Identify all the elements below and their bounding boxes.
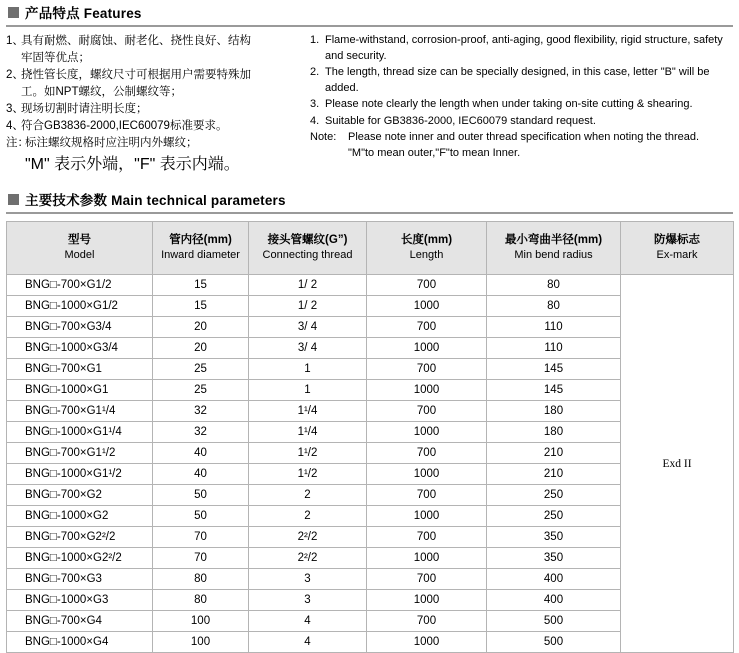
list-item-text: 工。如NPT螺纹，公制螺纹等；	[21, 86, 182, 98]
cell-inward-diameter: 32	[153, 401, 249, 422]
column-header-cn: 接头管螺纹(G”)	[267, 234, 348, 246]
cell-model: BNG□-1000×G1/2	[7, 296, 153, 317]
cell-model: BNG□-700×G2	[7, 485, 153, 506]
cell-length: 1000	[367, 464, 487, 485]
column-header-min-bend-radius	[487, 222, 621, 275]
cell-inward-diameter: 40	[153, 443, 249, 464]
cell-connecting-thread: 3/ 4	[249, 338, 367, 359]
cell-min-bend-radius: 500	[487, 611, 621, 632]
list-item-number: 1、	[6, 35, 24, 47]
cell-length: 700	[367, 611, 487, 632]
english-note	[310, 130, 733, 146]
list-item-text: Flame-withstand, corrosion-proof, anti-aging, good flexibility, rigid structure, safety and security.	[325, 34, 723, 62]
cell-inward-diameter: 32	[153, 422, 249, 443]
column-header-en: Model	[64, 249, 95, 261]
cell-length: 1000	[367, 590, 487, 611]
list-item	[6, 67, 296, 83]
list-item-number: 4、	[6, 120, 24, 132]
cell-inward-diameter: 80	[153, 590, 249, 611]
cell-min-bend-radius: 180	[487, 422, 621, 443]
table-row	[7, 275, 734, 296]
cell-min-bend-radius: 80	[487, 296, 621, 317]
cell-model: BNG□-700×G3/4	[7, 317, 153, 338]
cell-model: BNG□-700×G3	[7, 569, 153, 590]
cell-model: BNG□-700×G1	[7, 359, 153, 380]
cell-length: 700	[367, 317, 487, 338]
cell-min-bend-radius: 400	[487, 569, 621, 590]
cell-model: BNG□-1000×G1¹/2	[7, 464, 153, 485]
column-header-length	[367, 222, 487, 275]
list-item-number: 3.	[310, 98, 320, 110]
cell-inward-diameter: 100	[153, 632, 249, 653]
cell-model: BNG□-1000×G1¹/4	[7, 422, 153, 443]
list-item-number	[6, 50, 21, 66]
cell-connecting-thread: 1¹/4	[249, 401, 367, 422]
list-item	[6, 50, 296, 66]
cell-inward-diameter: 15	[153, 296, 249, 317]
square-bullet-icon	[8, 194, 19, 205]
cell-inward-diameter: 25	[153, 359, 249, 380]
cell-inward-diameter: 40	[153, 464, 249, 485]
list-item-text: The length, thread size can be specially designed, in this case, letter "B" will be added.	[325, 66, 710, 94]
column-header-cn: 型号	[68, 234, 91, 246]
list-item-text: 现场切割时请注明长度；	[21, 103, 148, 115]
cell-connecting-thread: 2²/2	[249, 527, 367, 548]
cell-length: 700	[367, 359, 487, 380]
cell-inward-diameter: 80	[153, 569, 249, 590]
features-english-column	[304, 33, 733, 174]
cell-model: BNG□-700×G1¹/4	[7, 401, 153, 422]
column-header-inward-diameter	[153, 222, 249, 275]
cell-connecting-thread: 2	[249, 506, 367, 527]
params-section-title: 主要技术参数 Main technical parameters	[25, 193, 286, 208]
cell-model: BNG□-1000×G1	[7, 380, 153, 401]
cell-min-bend-radius: 250	[487, 485, 621, 506]
list-item-text: Please note clearly the length when under taking on-site cutting & shearing.	[325, 98, 693, 110]
cell-model: BNG□-700×G1¹/2	[7, 443, 153, 464]
cell-inward-diameter: 20	[153, 317, 249, 338]
list-item-number	[6, 84, 21, 100]
chinese-note-line-2: "M" 表示外端，"F" 表示内端。	[25, 156, 240, 173]
cell-length: 1000	[367, 548, 487, 569]
features-section-title: 产品特点 Features	[25, 6, 142, 21]
cell-inward-diameter: 50	[153, 506, 249, 527]
cell-length: 700	[367, 275, 487, 296]
column-header-connecting-thread	[249, 222, 367, 275]
list-item	[310, 97, 733, 113]
cell-model: BNG□-1000×G2	[7, 506, 153, 527]
list-item-number: 2.	[310, 66, 320, 78]
cell-model: BNG□-1000×G4	[7, 632, 153, 653]
cell-length: 1000	[367, 296, 487, 317]
cell-length: 1000	[367, 632, 487, 653]
cell-length: 1000	[367, 506, 487, 527]
cell-connecting-thread: 1/ 2	[249, 275, 367, 296]
list-item-text: 具有耐燃、耐腐蚀、耐老化、挠性良好、结构	[21, 35, 251, 47]
list-item-number: 3、	[6, 103, 24, 115]
column-header-model	[7, 222, 153, 275]
cell-min-bend-radius: 500	[487, 632, 621, 653]
cell-length: 700	[367, 527, 487, 548]
cell-model: BNG□-700×G4	[7, 611, 153, 632]
cell-connecting-thread: 1/ 2	[249, 296, 367, 317]
cell-inward-diameter: 25	[153, 380, 249, 401]
list-item	[310, 33, 733, 64]
features-body	[6, 27, 733, 178]
table-body	[7, 275, 734, 653]
cell-length: 1000	[367, 338, 487, 359]
cell-connecting-thread: 1¹/2	[249, 464, 367, 485]
cell-ex-mark: Exd II	[621, 275, 734, 653]
cell-length: 1000	[367, 380, 487, 401]
cell-inward-diameter: 50	[153, 485, 249, 506]
cell-length: 700	[367, 485, 487, 506]
chinese-note-label: 注：	[6, 137, 29, 149]
column-header-ex-mark	[621, 222, 734, 275]
cell-model: BNG□-700×G1/2	[7, 275, 153, 296]
list-item-number: 2、	[6, 69, 24, 81]
cell-connecting-thread: 2	[249, 485, 367, 506]
cell-inward-diameter: 100	[153, 611, 249, 632]
list-item-text: 挠性管长度，螺纹尺寸可根据用户需要特殊加	[21, 69, 251, 81]
list-item-text: 牢固等优点；	[21, 52, 90, 64]
list-item	[6, 84, 296, 100]
cell-min-bend-radius: 145	[487, 380, 621, 401]
cell-min-bend-radius: 110	[487, 338, 621, 359]
cell-inward-diameter: 70	[153, 527, 249, 548]
cell-min-bend-radius: 145	[487, 359, 621, 380]
english-note-label: Note:	[310, 131, 337, 143]
list-item-text: 符合GB3836-2000,IEC60079标准要求。	[21, 120, 228, 132]
cell-connecting-thread: 1	[249, 359, 367, 380]
cell-connecting-thread: 1	[249, 380, 367, 401]
cell-length: 700	[367, 569, 487, 590]
cell-min-bend-radius: 110	[487, 317, 621, 338]
cell-length: 700	[367, 443, 487, 464]
cell-model: BNG□-1000×G3	[7, 590, 153, 611]
cell-length: 1000	[367, 422, 487, 443]
column-header-cn: 最小弯曲半径(mm)	[504, 234, 603, 246]
table-header-row	[7, 222, 734, 275]
column-header-en: Length	[409, 249, 444, 261]
english-note-line-2: "M"to mean outer,"F"to mean Inner.	[348, 146, 521, 159]
column-header-en: Ex-mark	[656, 249, 698, 261]
cell-connecting-thread: 1¹/4	[249, 422, 367, 443]
cell-min-bend-radius: 210	[487, 443, 621, 464]
column-header-en: Connecting thread	[262, 249, 353, 261]
cell-connecting-thread: 4	[249, 611, 367, 632]
list-item-number: 1.	[310, 34, 320, 46]
cell-connecting-thread: 1¹/2	[249, 443, 367, 464]
cell-inward-diameter: 15	[153, 275, 249, 296]
list-item	[310, 65, 733, 96]
cell-connecting-thread: 3	[249, 569, 367, 590]
features-chinese-column	[6, 33, 304, 174]
cell-connecting-thread: 3/ 4	[249, 317, 367, 338]
list-item	[6, 118, 296, 134]
list-item-text: Suitable for GB3836-2000, IEC60079 standard request.	[325, 114, 596, 127]
cell-model: BNG□-700×G2²/2	[7, 527, 153, 548]
cell-min-bend-radius: 80	[487, 275, 621, 296]
cell-inward-diameter: 70	[153, 548, 249, 569]
cell-min-bend-radius: 210	[487, 464, 621, 485]
chinese-note	[6, 135, 296, 151]
section-spacer	[6, 178, 733, 187]
column-header-en: Inward diameter	[161, 249, 240, 261]
column-header-en: Min bend radius	[514, 249, 593, 261]
list-item	[6, 33, 296, 49]
features-section-header	[6, 0, 733, 27]
cell-min-bend-radius: 250	[487, 506, 621, 527]
square-bullet-icon	[8, 7, 19, 18]
cell-min-bend-radius: 350	[487, 527, 621, 548]
column-header-cn: 防爆标志	[654, 234, 700, 246]
cell-connecting-thread: 2²/2	[249, 548, 367, 569]
cell-min-bend-radius: 350	[487, 548, 621, 569]
cell-min-bend-radius: 180	[487, 401, 621, 422]
params-section-header	[6, 187, 733, 214]
cell-connecting-thread: 3	[249, 590, 367, 611]
list-item-number: 4.	[310, 114, 320, 127]
cell-min-bend-radius: 400	[487, 590, 621, 611]
column-header-cn: 长度(mm)	[400, 234, 453, 246]
english-note-line-1: Please note inner and outer thread specification when noting the thread.	[348, 131, 700, 143]
cell-connecting-thread: 4	[249, 632, 367, 653]
chinese-note-line-1: 标注螺纹规格时应注明内外螺纹；	[25, 137, 198, 149]
cell-length: 700	[367, 401, 487, 422]
list-item	[6, 101, 296, 117]
cell-model: BNG□-1000×G2²/2	[7, 548, 153, 569]
main-technical-parameters-table	[6, 221, 734, 653]
column-header-cn: 管内径(mm)	[169, 234, 232, 246]
cell-inward-diameter: 20	[153, 338, 249, 359]
list-item	[310, 114, 733, 130]
cell-model: BNG□-1000×G3/4	[7, 338, 153, 359]
